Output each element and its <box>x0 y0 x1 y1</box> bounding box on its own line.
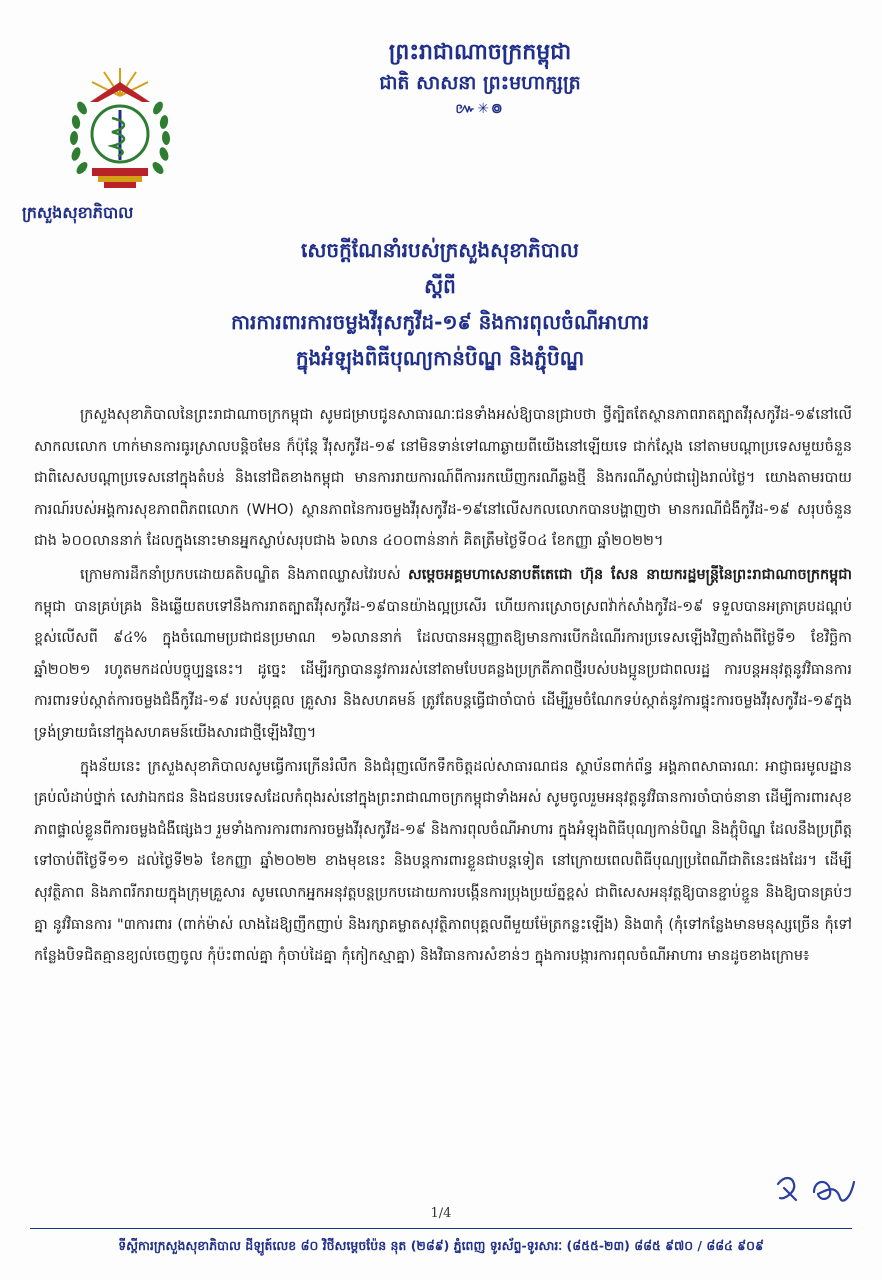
paragraph-2-bold: សម្តេចអគ្គមហាសេនាបតីតេជោ ហ៊ុន សែន នាយករដ្ឋមន្ត្រីនៃព្រះរាជាណាចក្រកម្ពុជា <box>408 566 853 583</box>
national-motto: ជាតិ សាសនា ព្រះមហាក្សត្រ <box>379 72 581 94</box>
paragraph-3: ក្នុងន័យនេះ ក្រសួងសុខាភិបាលសូមធ្វើការក្រើនរំលឹក និងជំរុញលើកទឹកចិត្តដល់សាធារណជន ស្ថាប័នពាក់ព័ន្ធ អង្គភាពសាធារណៈ អាជ្ញាធរមូលដ្ឋានគ្រប់លំដាប់ថ្នាក់ សេវាឯកជន និងជនបរទេសដែលកំពុងរស់នៅក្នុងព្រះរាជាណាចក្រកម្ពុជាទាំងអស់ សូមចូលរួមអនុវត្តនូវវិធានការចាំបាច់នានា ដើម្បីការពារសុខភាពផ្ទាល់ខ្លួនពីការចម្លងជំងឺផ្សេងៗ រួមទាំងការការពារការចម្លងវីរុសកូវីដ-១៩ និងការពុលចំណីអាហារ ក្នុងអំឡុងពិធីបុណ្យកាន់បិណ្ឌ និងភ្ជុំបិណ្ឌ ដែលនឹងប្រព្រឹត្តទៅចាប់ពីថ្ងៃទី១១ ដល់ថ្ងៃទី២៦ ខែកញ្ញា ឆ្នាំ២០២២ ខាងមុខនេះ និងបន្តការពារខ្លួនជាបន្តទៀត នៅក្រោយពេលពិធីបុណ្យប្រពៃណីជាតិនេះផងដែរ។ ដើម្បីសុវត្ថិភាព និងភាពរីករាយក្នុងក្រុមគ្រួសារ សូមលោកអ្នកអនុវត្តបន្តប្រកបដោយការបង្កើនការប្រុងប្រយ័ត្នខ្ពស់ ជាពិសេសអនុវត្តឱ្យបានខ្ជាប់ខ្ជួន និងឱ្យបានគ្រប់ៗគ្នា នូវវិធានការ "៣ការពារ (ពាក់ម៉ាស់ លាងដៃឱ្យញឹកញាប់ និងរក្សាគម្លាតសុវត្ថិភាពបុគ្គលពីមួយម៉ែត្រកន្លះឡើង) និង៣កុំ (កុំទៅកន្លែងមានមនុស្សច្រើន កុំទៅកន្លែងបិទជិតគ្មានខ្យល់ចេញចូល កុំប៉ះពាល់គ្នា កុំចាប់ដៃគ្នា កុំកៀកស្មាគ្នា) និងវិធានការសំខាន់ៗ ក្នុងការបង្ការការពុលចំណីអាហារ មានដូចខាងក្រោម៖ <box>34 758 852 965</box>
footer-divider <box>30 1228 852 1229</box>
paragraph-2-lead: ក្រោមការដឹកនាំប្រកបដោយគតិបណ្ឌិត និងភាពឈ្លាសវៃរបស់ <box>80 566 409 583</box>
paragraph-2-rest: កម្ពុជា បានគ្រប់គ្រង និងឆ្លើយតបទៅនឹងការរាតត្បាតវីរុសកូវីដ-១៩បានយ៉ាងល្អប្រសើរ ហើយការស្រោចស្រពវ៉ាក់សាំងកូវីដ-១៩ ទទួលបានអត្រាគ្របដណ្តប់ខ្ពស់លើសពី ៩៤% ក្នុងចំណោមប្រជាជនប្រមាណ ១៦លាននាក់ ដែលបានអនុញ្ញាតឱ្យមានការបើកដំណើរការប្រទេសឡើងវិញតាំងពីថ្ងៃទី១ ខែវិច្ឆិកា ឆ្នាំ២០២១ រហូតមកដល់បច្ចុប្បន្ននេះ។ ដូច្នេះ ដើម្បីរក្សាបាននូវការរស់នៅតាមបែបគន្លងប្រក្រតីភាពថ្មីរបស់បងប្អូនប្រជាពលរដ្ឋ ការបន្តអនុវត្តនូវវិធានការការពារទប់ស្កាត់ការចម្លងជំងឺកូវីដ-១៩ របស់បុគ្គល គ្រួសារ និងសហគមន៍ ត្រូវតែបន្តធ្វើជាចាំបាច់ ដើម្បីរួមចំណែកទប់ស្កាត់នូវការផ្ទុះការចម្លងវីរុសកូវីដ-១៩ក្នុងទ្រង់ទ្រាយធំនៅក្នុងសហគមន៍យើងសារជាថ្មីឡើងវិញ។ <box>34 598 852 741</box>
kingdom-header <box>250 38 710 120</box>
document-body <box>34 400 852 973</box>
document-title <box>120 232 760 376</box>
title-line-3: ការការពារការចម្លងវីរុសកូវីដ-១៩ និងការពុលចំណីអាហារ <box>230 310 650 334</box>
paragraph-1: ក្រសួងសុខាភិបាលនៃព្រះរាជាណាចក្រកម្ពុជា សូមជម្រាបជូនសាធារណៈជនទាំងអស់ឱ្យបានជ្រាបថា ថ្វីត្បិតតែស្ថានភាពរាតត្បាតវីរុសកូវីដ-១៩នៅលើសាកលលោក ហាក់មានការធូរស្រាលបន្តិចមែន ក៏ប៉ុន្តែ វីរុសកូវីដ-១៩ នៅមិនទាន់ទៅណាឆ្ងាយពីយើងនៅឡើយទេ ជាក់ស្តែង នៅតាមបណ្តាប្រទេសមួយចំនួន ជាពិសេសបណ្តាប្រទេសនៅក្នុងតំបន់ និងនៅជិតខាងកម្ពុជា មានការរាយការណ៍ពីការរកឃើញករណីឆ្លងថ្មី និងករណីស្លាប់ជារៀងរាល់ថ្ងៃ។ យោងតាមរបាយការណ៍របស់អង្គការសុខភាពពិភពលោក (WHO) ស្ថានភាពនៃការចម្លងវីរុសកូវីដ-១៩នៅលើសកលលោកបានបង្ហាញថា មានករណីជំងឺកូវីដ-១៩ សរុបចំនួនជាង ៦០០លាននាក់ ដែលក្នុងនោះមានអ្នកស្លាប់សរុបជាង ៦លាន ៤០០ពាន់នាក់ គិតត្រឹមថ្ងៃទី០៤ ខែកញ្ញា ឆ្នាំ២០២២។ <box>34 407 852 550</box>
title-line-1: សេចក្តីណែនាំរបស់ក្រសួងសុខាភិបាល <box>301 238 579 262</box>
title-line-4: ក្នុងអំឡុងពិធីបុណ្យកាន់បិណ្ឌ និងភ្ជុំបិណ្ឌ <box>295 346 585 370</box>
kingdom-name: ព្រះរាជាណាចក្រកម្ពុជា <box>388 40 572 65</box>
handwritten-initials <box>770 1170 860 1210</box>
paragraph-2 <box>34 560 852 750</box>
ministry-name: ក្រសួងសុខាភិបាល <box>22 203 134 222</box>
ornament: ៚✳៙ <box>455 101 505 117</box>
ministry-logo <box>60 58 180 208</box>
footer-address: ទីស្តីការក្រសួងសុខាភិបាល ដីឡូត៍លេខ ៨០ វិថីសម្តេចប៉ែន នុត (២៨៩) ភ្នំពេញ ទូរស័ព្ទ-ទូរសារៈ (៨៥៥-២៣) ៨៨៥ ៩៧០ / ៨៨៤ ៩០៩ <box>118 1238 764 1253</box>
title-line-2: ស្តីពី <box>424 274 456 298</box>
page-number: 1/4 <box>430 1206 452 1221</box>
